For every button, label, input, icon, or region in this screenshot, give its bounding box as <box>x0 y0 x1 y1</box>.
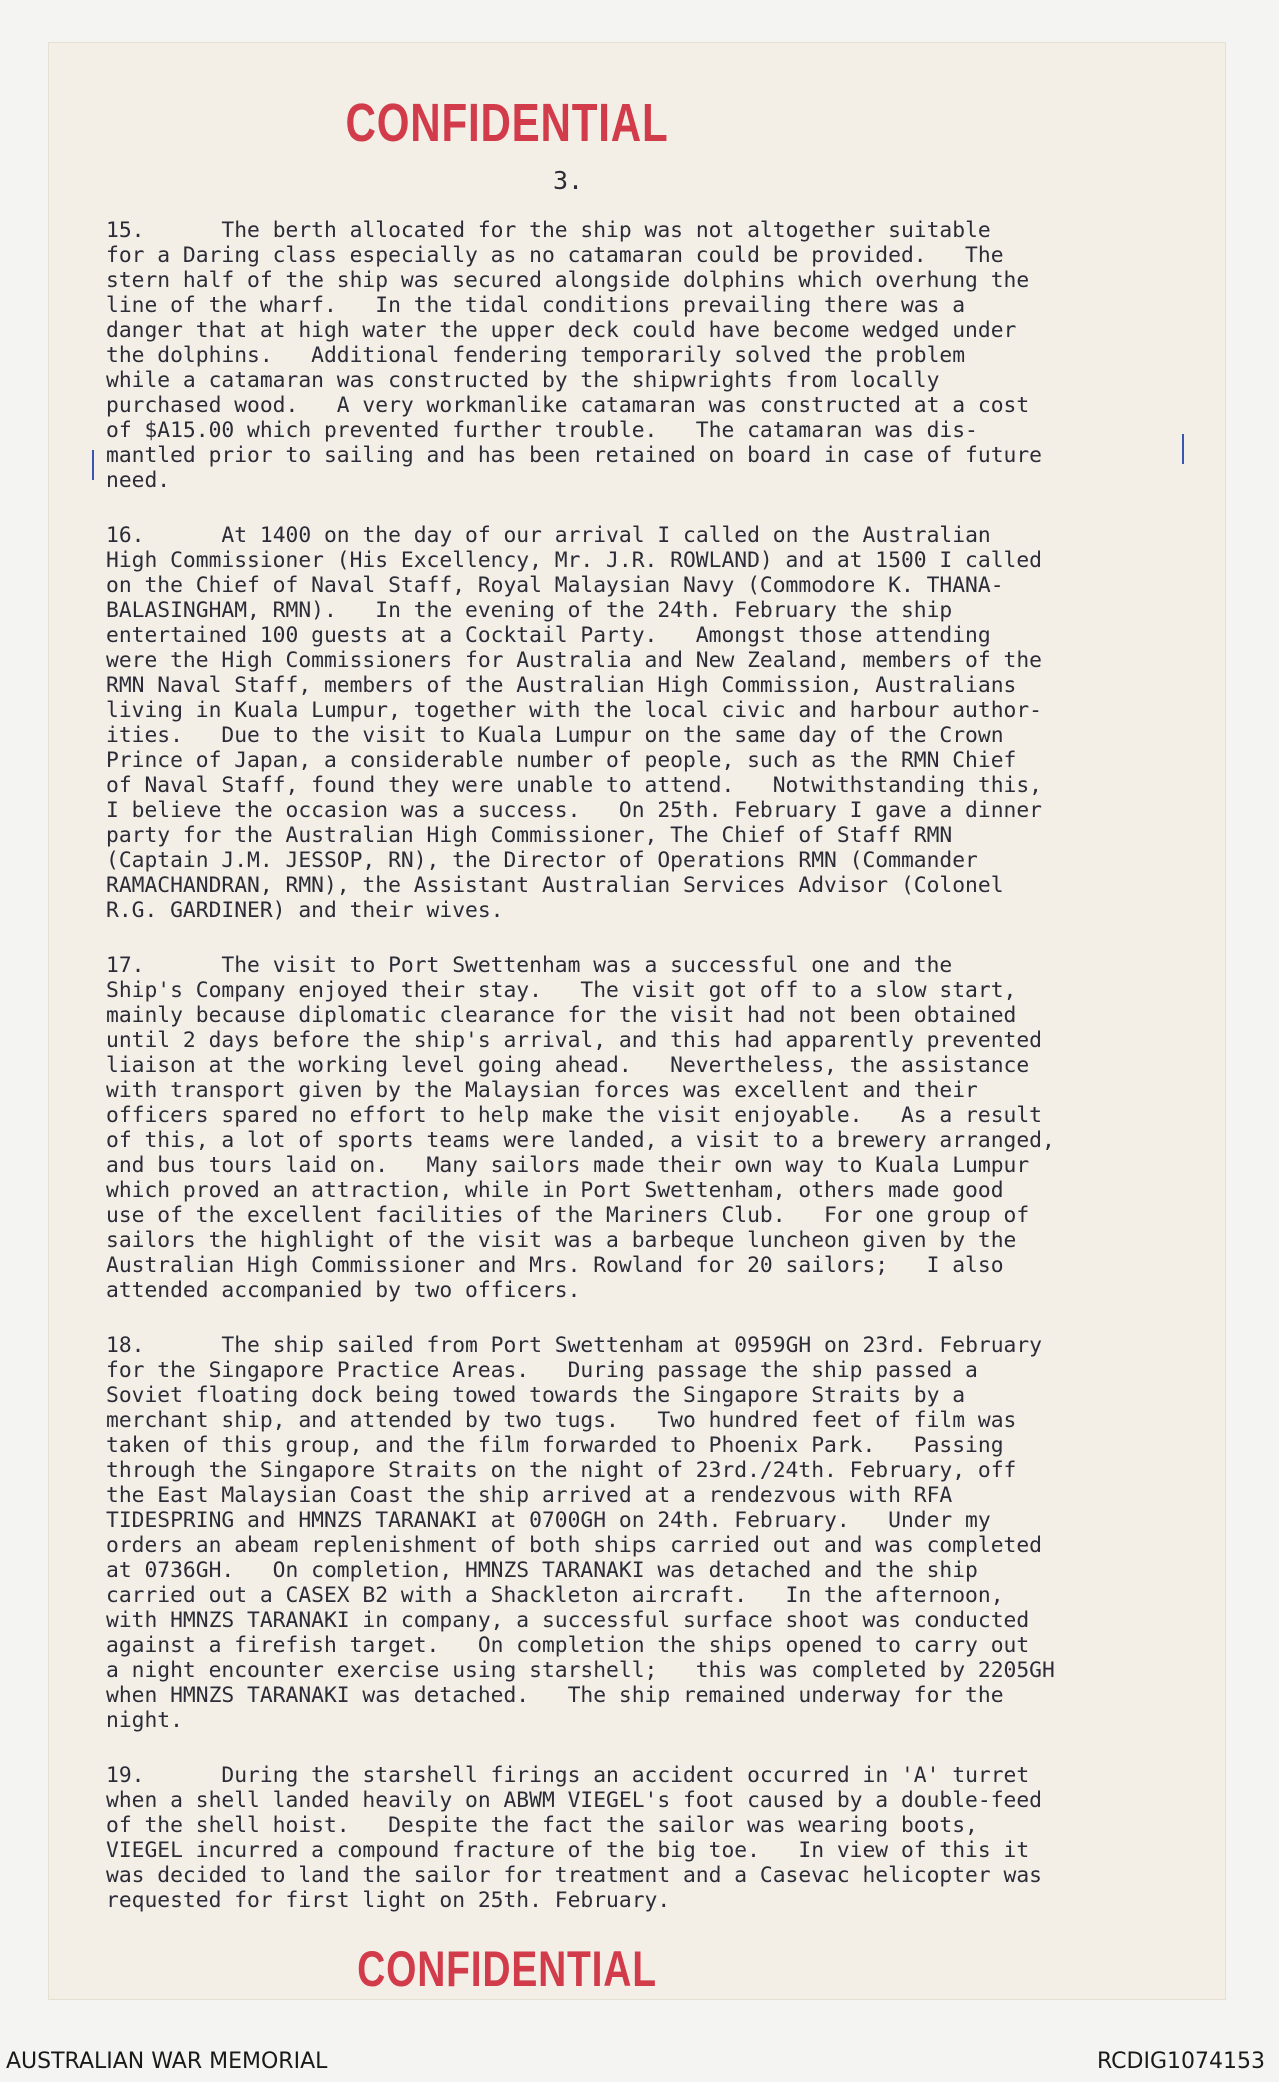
paragraph-first-line <box>106 953 1226 978</box>
paragraph-line: mantled prior to sailing and has been retained on board in case of future <box>106 443 1042 468</box>
paragraph <box>106 1333 1226 1733</box>
paragraph-line: of Naval Staff, found they were unable to attend. Notwithstanding this, <box>106 773 1042 798</box>
paragraph-line: need. <box>106 468 171 493</box>
paragraph-line: Soviet floating dock being towed towards the Singapore Straits by a <box>106 1383 966 1408</box>
paragraph-number: 18. <box>106 1333 145 1358</box>
paragraph-line: carried out a CASEX B2 with a Shackleton aircraft. In the afternoon, <box>106 1583 1004 1608</box>
paragraph-line: purchased wood. A very workmanlike catamaran was constructed at a cost <box>106 393 1030 418</box>
paragraph-line-text: During the starshell firings an accident occurred in 'A' turret <box>221 1763 1030 1788</box>
paragraph-line: was decided to land the sailor for treatment and a Casevac helicopter was <box>106 1863 1042 1888</box>
paragraph-line: High Commissioner (His Excellency, Mr. J.R. ROWLAND) and at 1500 I called <box>106 548 1042 573</box>
paragraph-line: liaison at the working level going ahead. Nevertheless, the assistance <box>106 1053 1030 1078</box>
paragraph-line: taken of this group, and the film forwarded to Phoenix Park. Passing <box>106 1433 1004 1458</box>
paragraph <box>106 953 1226 1303</box>
paragraph-line: were the High Commissioners for Australia and New Zealand, members of the <box>106 648 1042 673</box>
paragraph-line: officers spared no effort to help make the visit enjoyable. As a result <box>106 1103 1042 1128</box>
paragraph-line: danger that at high water the upper deck could have become wedged under <box>106 318 1017 343</box>
paragraph-line: which proved an attraction, while in Port Swettenham, others made good <box>106 1178 1004 1203</box>
paragraph-line: when a shell landed heavily on ABWM VIEGEL's foot caused by a double-feed <box>106 1788 1042 1813</box>
paragraph-first-line <box>106 1333 1226 1358</box>
paragraph-line: on the Chief of Naval Staff, Royal Malaysian Navy (Commodore K. THANA- <box>106 573 1004 598</box>
paragraph-line: attended accompanied by two officers. <box>106 1278 581 1303</box>
paragraph-line: stern half of the ship was secured alongside dolphins which overhung the <box>106 268 1030 293</box>
paragraph-line: sailors the highlight of the visit was a barbeque luncheon given by the <box>106 1228 1017 1253</box>
paragraph <box>106 1763 1226 1913</box>
paragraph <box>106 523 1226 923</box>
paragraph-line: the East Malaysian Coast the ship arrived at a rendezvous with RFA <box>106 1483 953 1508</box>
confidential-stamp-bottom: CONFIDENTIAL <box>357 1941 657 1997</box>
paragraph-line: line of the wharf. In the tidal conditions prevailing there was a <box>106 293 966 318</box>
paragraph-line: for a Daring class especially as no catamaran could be provided. The <box>106 243 1004 268</box>
archive-name: AUSTRALIAN WAR MEMORIAL <box>6 2049 328 2074</box>
paragraph-line: RAMACHANDRAN, RMN), the Assistant Australian Services Advisor (Colonel <box>106 873 1004 898</box>
paragraph-first-line <box>106 1763 1226 1788</box>
paragraph-line: night. <box>106 1708 183 1733</box>
paragraph-line: through the Singapore Straits on the night of 23rd./24th. February, off <box>106 1458 1017 1483</box>
paragraph-line: with HMNZS TARANAKI in company, a successful surface shoot was conducted <box>106 1608 1030 1633</box>
paragraph-first-line <box>106 218 1226 243</box>
paragraph-line: ities. Due to the visit to Kuala Lumpur on the same day of the Crown <box>106 723 1004 748</box>
paragraph-line: orders an abeam replenishment of both ships carried out and was completed <box>106 1533 1042 1558</box>
paragraph-line: until 2 days before the ship's arrival, and this had apparently prevented <box>106 1028 1042 1053</box>
paragraph-number: 19. <box>106 1763 145 1788</box>
paragraph-line: of $A15.00 which prevented further trouble. The catamaran was dis- <box>106 418 978 443</box>
paragraph-line-text: The berth allocated for the ship was not altogether suitable <box>221 218 991 243</box>
paragraph-line: for the Singapore Practice Areas. During passage the ship passed a <box>106 1358 978 1383</box>
paragraph-line: the dolphins. Additional fendering temporarily solved the problem <box>106 343 966 368</box>
confidential-stamp-top: CONFIDENTIAL <box>345 93 669 153</box>
paragraph-line: VIEGEL incurred a compound fracture of the big toe. In view of this it <box>106 1838 1030 1863</box>
paragraph-line: a night encounter exercise using starshell; this was completed by 2205GH <box>106 1658 1055 1683</box>
margin-mark-right <box>1182 434 1184 464</box>
paragraph-line: TIDESPRING and HMNZS TARANAKI at 0700GH on 24th. February. Under my <box>106 1508 991 1533</box>
paragraph-line: use of the excellent facilities of the Mariners Club. For one group of <box>106 1203 1030 1228</box>
paragraph-line: Australian High Commissioner and Mrs. Rowland for 20 sailors; I also <box>106 1253 1004 1278</box>
paragraph-line: at 0736GH. On completion, HMNZS TARANAKI was detached and the ship <box>106 1558 978 1583</box>
paragraph-number: 15. <box>106 218 145 243</box>
paragraph-line: mainly because diplomatic clearance for the visit had not been obtained <box>106 1003 1017 1028</box>
paragraph-line-text: At 1400 on the day of our arrival I called on the Australian <box>221 523 991 548</box>
paragraph-line: while a catamaran was constructed by the shipwrights from locally <box>106 368 940 393</box>
margin-mark-left <box>92 450 94 480</box>
archive-reference: RCDIG1074153 <box>1096 2049 1265 2074</box>
paragraph-line: Prince of Japan, a considerable number of people, such as the RMN Chief <box>106 748 1017 773</box>
paragraph-number: 16. <box>106 523 145 548</box>
paragraph-line: Ship's Company enjoyed their stay. The visit got off to a slow start, <box>106 978 1017 1003</box>
paragraph-line: entertained 100 guests at a Cocktail Party. Amongst those attending <box>106 623 991 648</box>
paragraph <box>106 218 1226 493</box>
document-paper <box>48 42 1226 2000</box>
document-body <box>106 218 1226 1943</box>
paragraph-line: requested for first light on 25th. February. <box>106 1888 671 1913</box>
page-number: 3. <box>553 166 584 195</box>
paragraph-line-text: The visit to Port Swettenham was a successful one and the <box>221 953 953 978</box>
paragraph-line: BALASINGHAM, RMN). In the evening of the 24th. February the ship <box>106 598 953 623</box>
paragraph-line: RMN Naval Staff, members of the Australian High Commission, Australians <box>106 673 1017 698</box>
paragraph-line: party for the Australian High Commissioner, The Chief of Staff RMN <box>106 823 953 848</box>
archive-footer <box>0 2047 1279 2082</box>
paragraph-line: R.G. GARDINER) and their wives. <box>106 898 504 923</box>
paragraph-line: and bus tours laid on. Many sailors made their own way to Kuala Lumpur <box>106 1153 1030 1178</box>
paragraph-line: (Captain J.M. JESSOP, RN), the Director of Operations RMN (Commander <box>106 848 978 873</box>
paragraph-line-text: The ship sailed from Port Swettenham at 0959GH on 23rd. February <box>221 1333 1043 1358</box>
paragraph-line: against a firefish target. On completion the ships opened to carry out <box>106 1633 1030 1658</box>
paragraph-number: 17. <box>106 953 145 978</box>
paragraph-line: I believe the occasion was a success. On 25th. February I gave a dinner <box>106 798 1042 823</box>
paragraph-line: merchant ship, and attended by two tugs. Two hundred feet of film was <box>106 1408 1017 1433</box>
paragraph-line: with transport given by the Malaysian forces was excellent and their <box>106 1078 978 1103</box>
paragraph-line: of the shell hoist. Despite the fact the sailor was wearing boots, <box>106 1813 978 1838</box>
paragraph-first-line <box>106 523 1226 548</box>
paragraph-line: of this, a lot of sports teams were landed, a visit to a brewery arranged, <box>106 1128 1055 1153</box>
paragraph-line: when HMNZS TARANAKI was detached. The ship remained underway for the <box>106 1683 1004 1708</box>
paragraph-line: living in Kuala Lumpur, together with the local civic and harbour author- <box>106 698 1042 723</box>
